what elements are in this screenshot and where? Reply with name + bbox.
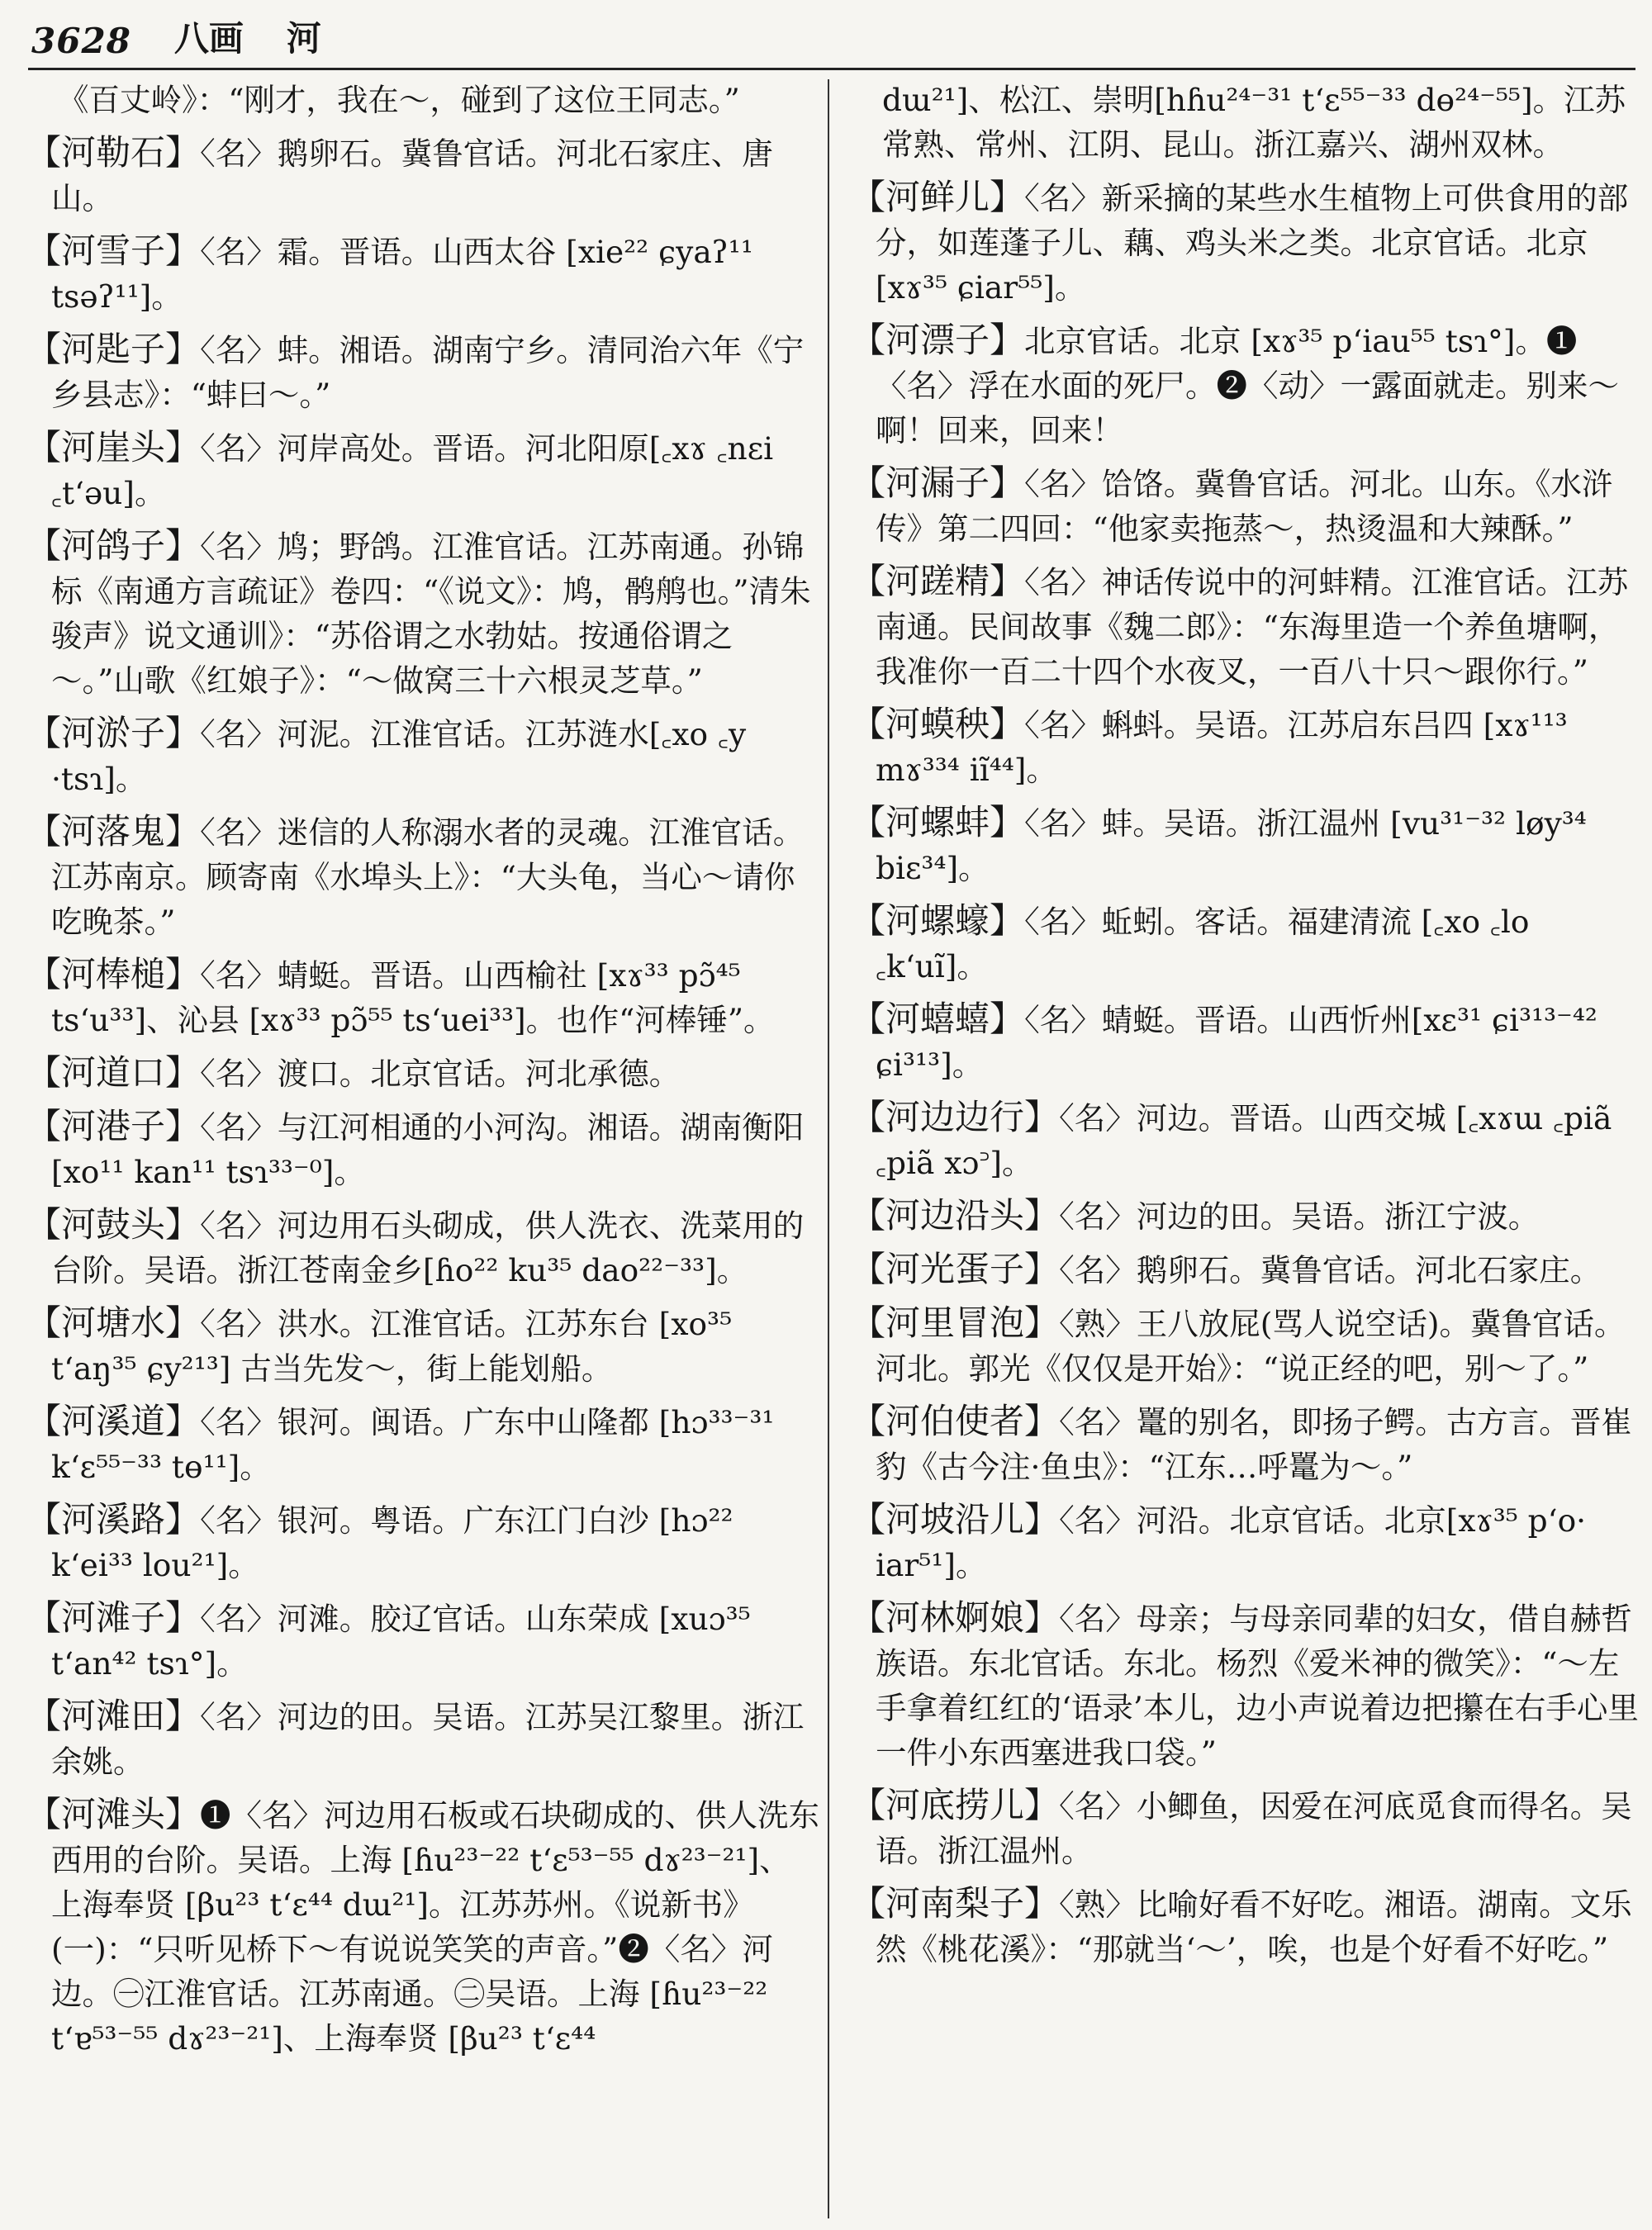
- entry-headword: 【河崖头】: [26, 427, 201, 467]
- entry-definition: 〈名〉蚌。吴语。浙江温州 [vu³¹⁻³² løy³⁴ biɛ³⁴]。: [876, 805, 1587, 886]
- page-header: [31, 12, 1626, 61]
- entry-definition: 〈名〉神话传说中的河蚌精。江淮官话。江苏南通。民间故事《魏二郎》：“东海里造一个养鱼塘啊，我准你一百二十四个水夜叉，一百八十只～跟你行。”: [876, 564, 1629, 690]
- entry-headword: 【河南梨子】: [851, 1883, 1060, 1924]
- entry-definition: 北京官话。北京 [xɤ³⁵ p‘iau⁵⁵ tsɿ°]。❶〈名〉浮在水面的死尸。❷〈动〉一露面就走。别来～啊！回来，回来！: [876, 323, 1619, 448]
- dictionary-entry: [26, 1399, 819, 1489]
- entry-headword: 【河蟆秧】: [851, 704, 1025, 744]
- entry-headword: 【河坡沿儿】: [851, 1499, 1060, 1540]
- entry-definition: 〈名〉蝌蚪。吴语。江苏启东吕四 [xɤ¹¹³ mɤ³³⁴ iĩ⁴⁴]。: [876, 707, 1568, 788]
- dictionary-entry: [26, 1596, 819, 1686]
- dictionary-entry: [851, 1783, 1644, 1873]
- dictionary-entry: [851, 1193, 1644, 1239]
- left-column: [26, 78, 819, 2069]
- entry-definition: 〈名〉母亲；与母亲同辈的妇女，借自赫哲族语。东北官话。东北。杨烈《爱米神的微笑》：“～左手拿着红红的‘语录’本儿，边小声说着边把攥在右手心里一件小东西塞进我口袋。”: [876, 1601, 1639, 1771]
- entry-definition: 〈名〉小鲫鱼，因爱在河底觅食而得名。吴语。浙江温州。: [876, 1788, 1632, 1869]
- entry-definition: 〈名〉渡口。北京官话。河北承德。: [200, 1056, 681, 1092]
- entry-headword: 【河蟢蟢】: [851, 999, 1025, 1039]
- dictionary-entry: [26, 1497, 819, 1587]
- dictionary-entry: [26, 1694, 819, 1784]
- dictionary-entry: [26, 809, 819, 944]
- dictionary-entry: [851, 1095, 1644, 1185]
- dictionary-entry: [26, 229, 819, 319]
- entry-headword: 【河边边行】: [851, 1097, 1060, 1137]
- entry-definition: 〈熟〉比喻好看不好吃。湘语。湖南。文乐然《桃花溪》：“那就当‘～’，唉，也是个好看不好吃。”: [876, 1886, 1632, 1967]
- entry-headword: 【河港子】: [26, 1106, 201, 1146]
- entry-headword: 【河滩子】: [26, 1597, 201, 1638]
- header-rule: [28, 68, 1635, 70]
- entry-definition: 〈名〉迷信的人称溺水者的灵魂。江淮官话。江苏南京。顾寄南《水埠头上》：“大头龟，当心～请你吃晚茶。”: [51, 814, 805, 940]
- dictionary-entry: [851, 1497, 1644, 1587]
- entry-definition: 〈名〉银河。粤语。广东江门白沙 [hɔ²² k‘ei³³ lou²¹]。: [51, 1502, 733, 1583]
- dictionary-entry: [851, 1247, 1644, 1293]
- entry-definition: 〈名〉河沿。北京官话。北京[xɤ³⁵ p‘o· iar⁵¹]。: [876, 1502, 1587, 1583]
- dictionary-entry: [26, 327, 819, 417]
- entry-headword: 【河雪子】: [26, 230, 201, 271]
- entry-definition: 〈名〉河岸高处。晋语。河北阳原[꜀xɤ ꜀nɛi ꜀t‘əu]。: [51, 430, 774, 511]
- dictionary-entry: [26, 1792, 819, 2061]
- entry-headword: 【河螺蠔】: [851, 900, 1025, 941]
- entry-definition: 〈名〉河边用石头砌成，供人洗衣、洗菜用的台阶。吴语。浙江苍南金乡[ɦo²² ku³⁵ dao²²⁻³³]。: [51, 1208, 805, 1288]
- page-number: 3628: [31, 21, 131, 61]
- entry-headword: 【河道口】: [26, 1052, 201, 1093]
- entry-headword: 【河林婀娘】: [851, 1597, 1060, 1638]
- entry-headword: 【河溪道】: [26, 1401, 201, 1441]
- dictionary-entry: [851, 318, 1644, 453]
- dictionary-entry: [851, 899, 1644, 989]
- entry-definition: 〈名〉鼍的别名，即扬子鳄。古方言。晋崔豹《古今注·鱼虫》：“江东…呼鼍为～。”: [876, 1404, 1632, 1485]
- entry-definition: 〈名〉饸饹。冀鲁官话。河北。山东。《水浒传》第二四回：“他家卖拖蒸～，热烫温和大辣酥。”: [876, 466, 1613, 547]
- dictionary-entry: [26, 1203, 819, 1293]
- dictionary-entry: [26, 1104, 819, 1194]
- dictionary-entry: [851, 1301, 1644, 1391]
- entry-headword: 【河光蛋子】: [851, 1249, 1060, 1289]
- entry-headword: 【河里冒泡】: [851, 1302, 1060, 1343]
- entry-headword: 【河匙子】: [26, 329, 201, 369]
- right-column: [851, 78, 1644, 1980]
- continuation-text: dɯ²¹]、松江、崇明[hɦu²⁴⁻³¹ t‘ɛ⁵⁵⁻³³ dө²⁴⁻⁵⁵]。江苏常熟、常州、江阴、昆山。浙江嘉兴、湖州双林。: [882, 82, 1626, 163]
- section-label: 八画: [173, 18, 244, 59]
- entry-headword: 【河滩田】: [26, 1696, 201, 1736]
- dictionary-entry: [851, 461, 1644, 551]
- entry-headword: 【河鼓头】: [26, 1204, 201, 1245]
- entry-headword: 【河淤子】: [26, 713, 201, 753]
- entry-headword: 【河鲜儿】: [851, 177, 1025, 217]
- entry-headword: 【河鸽子】: [26, 525, 201, 566]
- entry-definition: ❶〈名〉河边用石板或石块砌成的、供人洗东西用的台阶。吴语。上海 [ɦu²³⁻²² t‘ɛ⁵³⁻⁵⁵ dɤ²³⁻²¹]、上海奉贤 [βu²³ t‘ɛ⁴⁴ dɯ²¹]。江苏苏州。《说新书》(一)：“只听见桥下～有说说笑笑的声音。”❷〈名〉河边。㊀江淮官话。江苏南通。㊁吴语。上海 [ɦu²³⁻²² t‘ɐ⁵³⁻⁵⁵ dɤ²³⁻²¹]、上海奉贤 [βu²³ t‘ɛ⁴⁴: [51, 1797, 820, 2057]
- header-character: 河: [286, 18, 321, 59]
- entry-headword: 【河蹉精】: [851, 561, 1025, 601]
- dictionary-entry: [26, 425, 819, 515]
- dictionary-entry: [851, 559, 1644, 694]
- dictionary-entry: [26, 1051, 819, 1096]
- dictionary-entry: [851, 800, 1644, 890]
- entry-definition: 〈名〉洪水。江淮官话。江苏东台 [xo³⁵ t‘aŋ³⁵ ɕy²¹³] 古当先发～，街上能划船。: [51, 1306, 733, 1387]
- entry-definition: 〈名〉蚌。湘语。湖南宁乡。清同治六年《宁乡县志》：“蚌曰～。”: [51, 332, 805, 413]
- entry-definition: 〈名〉河边。晋语。山西交城 [꜀xɤɯ ꜀piã ꜀piã xɔ꜄]。: [876, 1100, 1612, 1181]
- dictionary-entry: [851, 702, 1644, 792]
- entry-definition: 〈熟〉王八放屁(骂人说空话)。冀鲁官话。河北。郭光《仅仅是开始》：“说正经的吧，别～了。”: [876, 1306, 1626, 1387]
- column-divider: [828, 79, 829, 2218]
- entry-definition: 〈名〉新采摘的某些水生植物上可供食用的部分，如莲蓬子儿、藕、鸡头米之类。北京官话。北京 [xɤ³⁵ ɕiar⁵⁵]。: [876, 180, 1629, 306]
- entry-definition: 〈名〉蜻蜓。晋语。山西榆社 [xɤ³³ pɔ̃⁴⁵ ts‘u³³]、沁县 [xɤ³³ pɔ̃⁵⁵ ts‘uei³³]。也作“河棒锤”。: [51, 957, 775, 1038]
- dictionary-entry: [851, 1881, 1644, 1971]
- entry-headword: 【河螺蚌】: [851, 802, 1025, 842]
- entry-headword: 【河漏子】: [851, 463, 1025, 503]
- dictionary-entry: [26, 1301, 819, 1391]
- dictionary-entry: [851, 1399, 1644, 1489]
- dictionary-entry: [851, 175, 1644, 310]
- entry-definition: 〈名〉银河。闽语。广东中山隆都 [hɔ³³⁻³¹ k‘ɛ⁵⁵⁻³³ tө¹¹]。: [51, 1404, 775, 1485]
- entry-definition: 〈名〉河泥。江淮官话。江苏涟水[꜀xo ꜀y ·tsɿ]。: [51, 716, 747, 797]
- dictionary-entry: [26, 130, 819, 221]
- entry-headword: 【河边沿头】: [851, 1195, 1060, 1236]
- entry-headword: 【河溪路】: [26, 1499, 201, 1540]
- entry-definition: 〈名〉鹅卵石。冀鲁官话。河北石家庄。: [1059, 1252, 1602, 1288]
- entry-headword: 【河伯使者】: [851, 1401, 1060, 1441]
- entry-definition: 〈名〉蚯蚓。客话。福建清流 [꜀xo ꜀lo ꜀k‘uĩ]。: [876, 904, 1530, 985]
- entry-headword: 【河落鬼】: [26, 811, 201, 852]
- dictionary-entry: [26, 952, 819, 1042]
- entry-definition: 〈名〉河滩。胶辽官话。山东荣成 [xuɔ³⁵ t‘an⁴² tsɿ°]。: [51, 1601, 751, 1682]
- entry-headword: 【河勒石】: [26, 132, 201, 173]
- entry-definition: 〈名〉蜻蜓。晋语。山西忻州[xɛ³¹ ɕi³¹³⁻⁴² ɕi³¹³]。: [876, 1002, 1597, 1083]
- dictionary-entry: [851, 997, 1644, 1087]
- entry-definition: 〈名〉与江河相通的小河沟。湘语。湖南衡阳 [xo¹¹ kan¹¹ tsɿ³³⁻⁰]。: [51, 1109, 805, 1190]
- entry-headword: 【河棒槌】: [26, 954, 201, 994]
- entry-definition: 〈名〉河边的田。吴语。江苏吴江黎里。浙江余姚。: [51, 1699, 805, 1780]
- dictionary-entry: [26, 711, 819, 801]
- dictionary-entry: [851, 1596, 1644, 1775]
- entry-headword: 【河底捞儿】: [851, 1785, 1060, 1825]
- entry-headword: 【河滩头】: [26, 1794, 201, 1834]
- entry-definition: 〈名〉河边的田。吴语。浙江宁波。: [1059, 1198, 1540, 1235]
- entry-definition: 〈名〉霜。晋语。山西太谷 [xie²² ɕyaʔ¹¹ tsəʔ¹¹]。: [51, 234, 753, 315]
- entry-definition: 〈名〉鸠；野鸽。江淮官话。江苏南通。孙锦标《南通方言疏证》卷四：“《说文》：鸠，鹘鸼也。”清朱骏声》说文通训》：“苏俗谓之水勃姑。按通俗谓之～。”山歌《红娘子》：“～做窝三十六根灵芝草。”: [51, 529, 811, 699]
- entry-definition: 〈名〉鹅卵石。冀鲁官话。河北石家庄、唐山。: [51, 135, 773, 216]
- dictionary-entry: [26, 524, 819, 703]
- entry-headword: 【河漂子】: [851, 320, 1025, 360]
- continuation-text: 《百丈岭》：“刚才，我在～，碰到了这位王同志。”: [58, 82, 740, 118]
- entry-headword: 【河塘水】: [26, 1302, 201, 1343]
